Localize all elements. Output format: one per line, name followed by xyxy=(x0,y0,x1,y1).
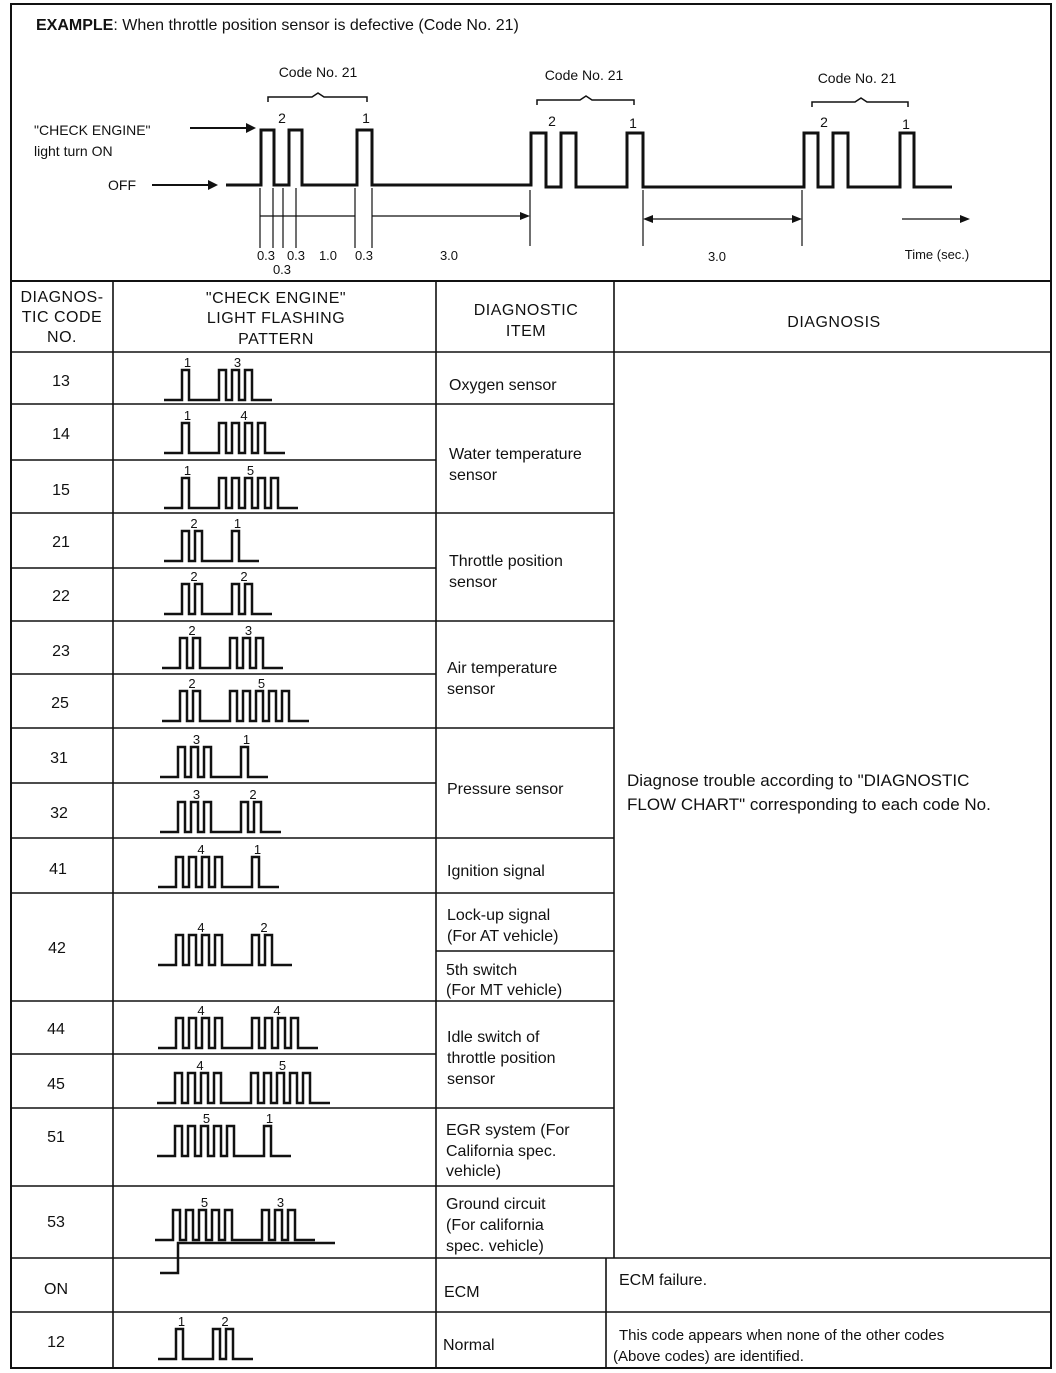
code-number: 15 xyxy=(52,482,70,499)
pattern-tens-label: 3 xyxy=(192,787,201,802)
item-idle-switch: sensor xyxy=(447,1071,496,1088)
flash-pattern-51 xyxy=(157,1126,291,1156)
pattern-units-label: 4 xyxy=(240,408,248,423)
pulse-digit: 1 xyxy=(629,115,637,131)
example-waveform xyxy=(226,130,952,187)
pattern-units-label: 3 xyxy=(276,1195,285,1210)
frame xyxy=(11,4,1051,1368)
pattern-tens-label: 2 xyxy=(188,676,196,691)
pattern-tens-label: 2 xyxy=(190,516,198,531)
item-normal: Normal xyxy=(443,1337,495,1354)
pattern-tens-label: 4 xyxy=(197,920,205,935)
example-timing-diagram xyxy=(34,64,970,277)
pattern-tens-label: 1 xyxy=(183,463,192,478)
code-number: 42 xyxy=(48,940,66,957)
item-lockup: (For AT vehicle) xyxy=(447,928,559,945)
check-engine-label: "CHECK ENGINE" xyxy=(34,122,151,138)
code-label-1: Code No. 21 xyxy=(278,64,358,80)
flash-pattern-14 xyxy=(164,423,285,453)
flash-pattern-32 xyxy=(160,802,281,832)
item-idle-switch: throttle position xyxy=(447,1050,556,1067)
flash-pattern-15 xyxy=(164,478,298,508)
flash-pattern-22 xyxy=(164,584,272,614)
flash-pattern-31 xyxy=(160,747,268,777)
item-ignition: Ignition signal xyxy=(447,863,545,880)
header-code-line: DIAGNOS- xyxy=(20,289,104,306)
item-oxygen: Oxygen sensor xyxy=(449,377,557,394)
item-throttle: sensor xyxy=(449,574,498,591)
item-air-temp: Air temperature xyxy=(447,660,558,677)
code-number: 13 xyxy=(52,373,70,390)
item-pressure: Pressure sensor xyxy=(447,781,564,798)
timing-value-sub: 0.3 xyxy=(272,262,292,277)
example-label: EXAMPLE xyxy=(36,17,114,34)
pulse-digit: 2 xyxy=(820,114,828,130)
table-header xyxy=(20,289,880,348)
flash-pattern-42 xyxy=(158,935,292,965)
pattern-units-label: 5 xyxy=(278,1058,287,1073)
flash-pattern-21 xyxy=(164,531,259,561)
header-pattern-line: "CHECK ENGINE" xyxy=(205,290,347,307)
flash-pattern-41 xyxy=(158,857,279,887)
diagnosis-column xyxy=(613,771,991,1365)
pattern-units-label: 2 xyxy=(240,569,248,584)
timing-value: 1.0 xyxy=(318,248,338,263)
code-label-3: Code No. 21 xyxy=(817,70,897,86)
pattern-units-label: 2 xyxy=(221,1314,229,1329)
pattern-units-label: 1 xyxy=(242,732,251,747)
code-number: 53 xyxy=(47,1214,65,1231)
pattern-tens-label: 2 xyxy=(190,569,198,584)
code-braces xyxy=(268,93,908,107)
header-item-line: ITEM xyxy=(505,323,547,340)
example-text: : When throttle position sensor is defective (Code No. 21) xyxy=(113,17,519,34)
item-water-temp: Water temperature xyxy=(449,446,582,463)
diagnosis-ecm: ECM failure. xyxy=(619,1272,708,1289)
pattern-units-label: 2 xyxy=(249,787,257,802)
pattern-tens-label: 5 xyxy=(202,1111,211,1126)
flash-pattern-column xyxy=(155,355,335,1359)
pattern-tens-label: 4 xyxy=(197,1003,205,1018)
pattern-tens-label: 4 xyxy=(197,842,205,857)
timing-value: 0.3 xyxy=(256,248,276,263)
pattern-units-label: 1 xyxy=(233,516,242,531)
pattern-units-label: 5 xyxy=(257,676,266,691)
code-number: ON xyxy=(44,1281,68,1298)
pattern-tens-label: 3 xyxy=(192,732,201,747)
pattern-tens-label: 4 xyxy=(196,1058,204,1073)
code-column xyxy=(44,373,70,1351)
timing-value: 0.3 xyxy=(354,248,374,263)
code-number: 31 xyxy=(50,750,68,767)
flash-pattern-45 xyxy=(157,1073,330,1103)
code-number: 22 xyxy=(52,588,70,605)
pattern-tens-label: 1 xyxy=(183,408,192,423)
time-axis-label: Time (sec.) xyxy=(904,247,970,262)
pattern-units-label: 3 xyxy=(233,355,242,370)
flash-pattern-44 xyxy=(158,1018,318,1048)
label-arrows xyxy=(152,128,248,185)
item-egr: EGR system (For xyxy=(446,1122,570,1139)
arrow-head xyxy=(246,123,256,133)
pattern-tens-label: 1 xyxy=(183,355,192,370)
pattern-units-label: 5 xyxy=(246,463,255,478)
diagnosis-main: FLOW CHART" corresponding to each code No. xyxy=(627,795,991,814)
dimension-arrowheads xyxy=(520,212,970,223)
code-number: 23 xyxy=(52,643,70,660)
example-header xyxy=(36,17,519,34)
code-number: 32 xyxy=(50,805,68,822)
flash-pattern-25 xyxy=(162,691,309,721)
item-column xyxy=(443,377,582,1354)
pattern-units-label: 4 xyxy=(273,1003,281,1018)
header-pattern-line: LIGHT FLASHING xyxy=(206,310,346,327)
pattern-tens-label: 1 xyxy=(177,1314,186,1329)
item-idle-switch: Idle switch of xyxy=(447,1029,540,1046)
pattern-tens-label: 5 xyxy=(200,1195,209,1210)
header-pattern-line: PATTERN xyxy=(238,331,314,348)
diagnosis-normal: (Above codes) are identified. xyxy=(613,1348,804,1365)
code-number: 14 xyxy=(52,426,70,443)
item-throttle: Throttle position xyxy=(449,553,563,570)
header-code-line: TIC CODE xyxy=(21,309,103,326)
header-code-line: NO. xyxy=(47,329,77,346)
off-label: OFF xyxy=(108,177,136,193)
timing-value: 3.0 xyxy=(439,248,459,263)
dimension-ticks xyxy=(260,188,962,248)
pulse-digit: 1 xyxy=(902,116,910,132)
header-diagnosis: DIAGNOSIS xyxy=(787,314,881,331)
item-egr: vehicle) xyxy=(446,1163,502,1180)
code-number: 41 xyxy=(49,861,67,878)
diagnosis-normal: This code appears when none of the other codes xyxy=(619,1327,945,1344)
flash-pattern-53 xyxy=(155,1210,315,1240)
flash-pattern-23 xyxy=(162,638,283,668)
code-number: 21 xyxy=(52,534,70,551)
diagnosis-main: Diagnose trouble according to "DIAGNOSTIC xyxy=(627,771,970,790)
item-ground: spec. vehicle) xyxy=(446,1238,544,1255)
item-ground: Ground circuit xyxy=(446,1196,546,1213)
flash-pattern-12 xyxy=(158,1329,253,1359)
flash-pattern-13 xyxy=(164,370,272,400)
pattern-tens-label: 2 xyxy=(188,623,196,638)
pattern-units-label: 1 xyxy=(265,1111,274,1126)
pattern-units-label: 3 xyxy=(244,623,253,638)
item-5th-switch: 5th switch xyxy=(446,962,518,979)
pattern-units-label: 1 xyxy=(253,842,262,857)
arrow-head xyxy=(208,180,218,190)
item-air-temp: sensor xyxy=(447,681,496,698)
timing-value: 3.0 xyxy=(707,249,727,264)
code-number: 51 xyxy=(47,1129,65,1146)
light-turn-on-label: light turn ON xyxy=(34,143,113,159)
code-number: 45 xyxy=(47,1076,65,1093)
svg-text:EXAMPLE: When throttle positio xyxy=(36,17,519,34)
item-ecm: ECM xyxy=(444,1284,480,1301)
code-number: 44 xyxy=(47,1021,65,1038)
item-egr: California spec. xyxy=(446,1143,557,1160)
pulse-digit: 1 xyxy=(362,110,370,126)
pulse-digit: 2 xyxy=(278,110,286,126)
item-ground: (For california xyxy=(446,1217,544,1234)
pattern-units-label: 2 xyxy=(260,920,268,935)
timing-value: 0.3 xyxy=(286,248,306,263)
item-lockup: Lock-up signal xyxy=(447,907,551,924)
code-number: 25 xyxy=(51,695,69,712)
code-label-2: Code No. 21 xyxy=(544,67,624,83)
code-number: 12 xyxy=(47,1334,65,1351)
item-water-temp: sensor xyxy=(449,467,498,484)
header-item-line: DIAGNOSTIC xyxy=(473,302,579,319)
item-5th-switch: (For MT vehicle) xyxy=(446,982,563,999)
pulse-digit: 2 xyxy=(548,113,556,129)
